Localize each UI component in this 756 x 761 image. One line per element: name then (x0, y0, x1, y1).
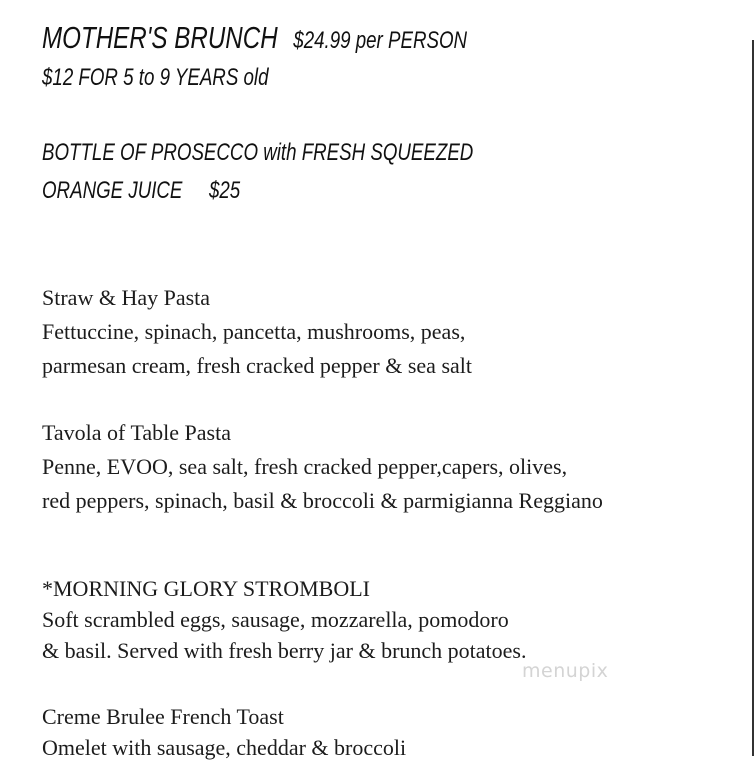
menu-item-description: Penne, EVOO, sea salt, fresh cracked pepper,capers, olives, (42, 454, 568, 479)
menu-item-name: Tavola of Table Pasta (42, 420, 231, 445)
child-price: $12 FOR 5 to 9 YEARS old (42, 64, 269, 91)
menu-item-description: red peppers, spinach, basil & broccoli & parmigianna Reggiano (42, 488, 603, 513)
menu-item-name: Straw & Hay Pasta (42, 285, 211, 310)
menu-item-name: *MORNING GLORY STROMBOLI (42, 576, 370, 601)
brunch-price: $24.99 per PERSON (293, 27, 468, 54)
page-edge-divider (752, 40, 754, 756)
menu-title (42, 20, 467, 56)
prosecco-offer-text: ORANGE JUICE (42, 177, 183, 204)
prosecco-price: $25 (208, 177, 241, 204)
watermark: menupix (522, 660, 609, 682)
menu-item-description: parmesan cream, fresh cracked pepper & sea salt (42, 353, 472, 378)
prosecco-offer-line2 (42, 177, 240, 205)
prosecco-offer-line1: BOTTLE OF PROSECCO with FRESH SQUEEZED (42, 139, 474, 166)
menu-item-description: Soft scrambled eggs, sausage, mozzarella, pomodoro (42, 607, 509, 632)
menu-item-description: & basil. Served with fresh berry jar & brunch potatoes. (42, 638, 527, 663)
menu-item-name: Creme Brulee French Toast (42, 704, 284, 729)
menu-item-description: Fettuccine, spinach, pancetta, mushrooms, peas, (42, 319, 466, 344)
menu-item-description: Omelet with sausage, cheddar & broccoli (42, 735, 407, 760)
menu-title-text: MOTHER'S BRUNCH (42, 20, 278, 55)
